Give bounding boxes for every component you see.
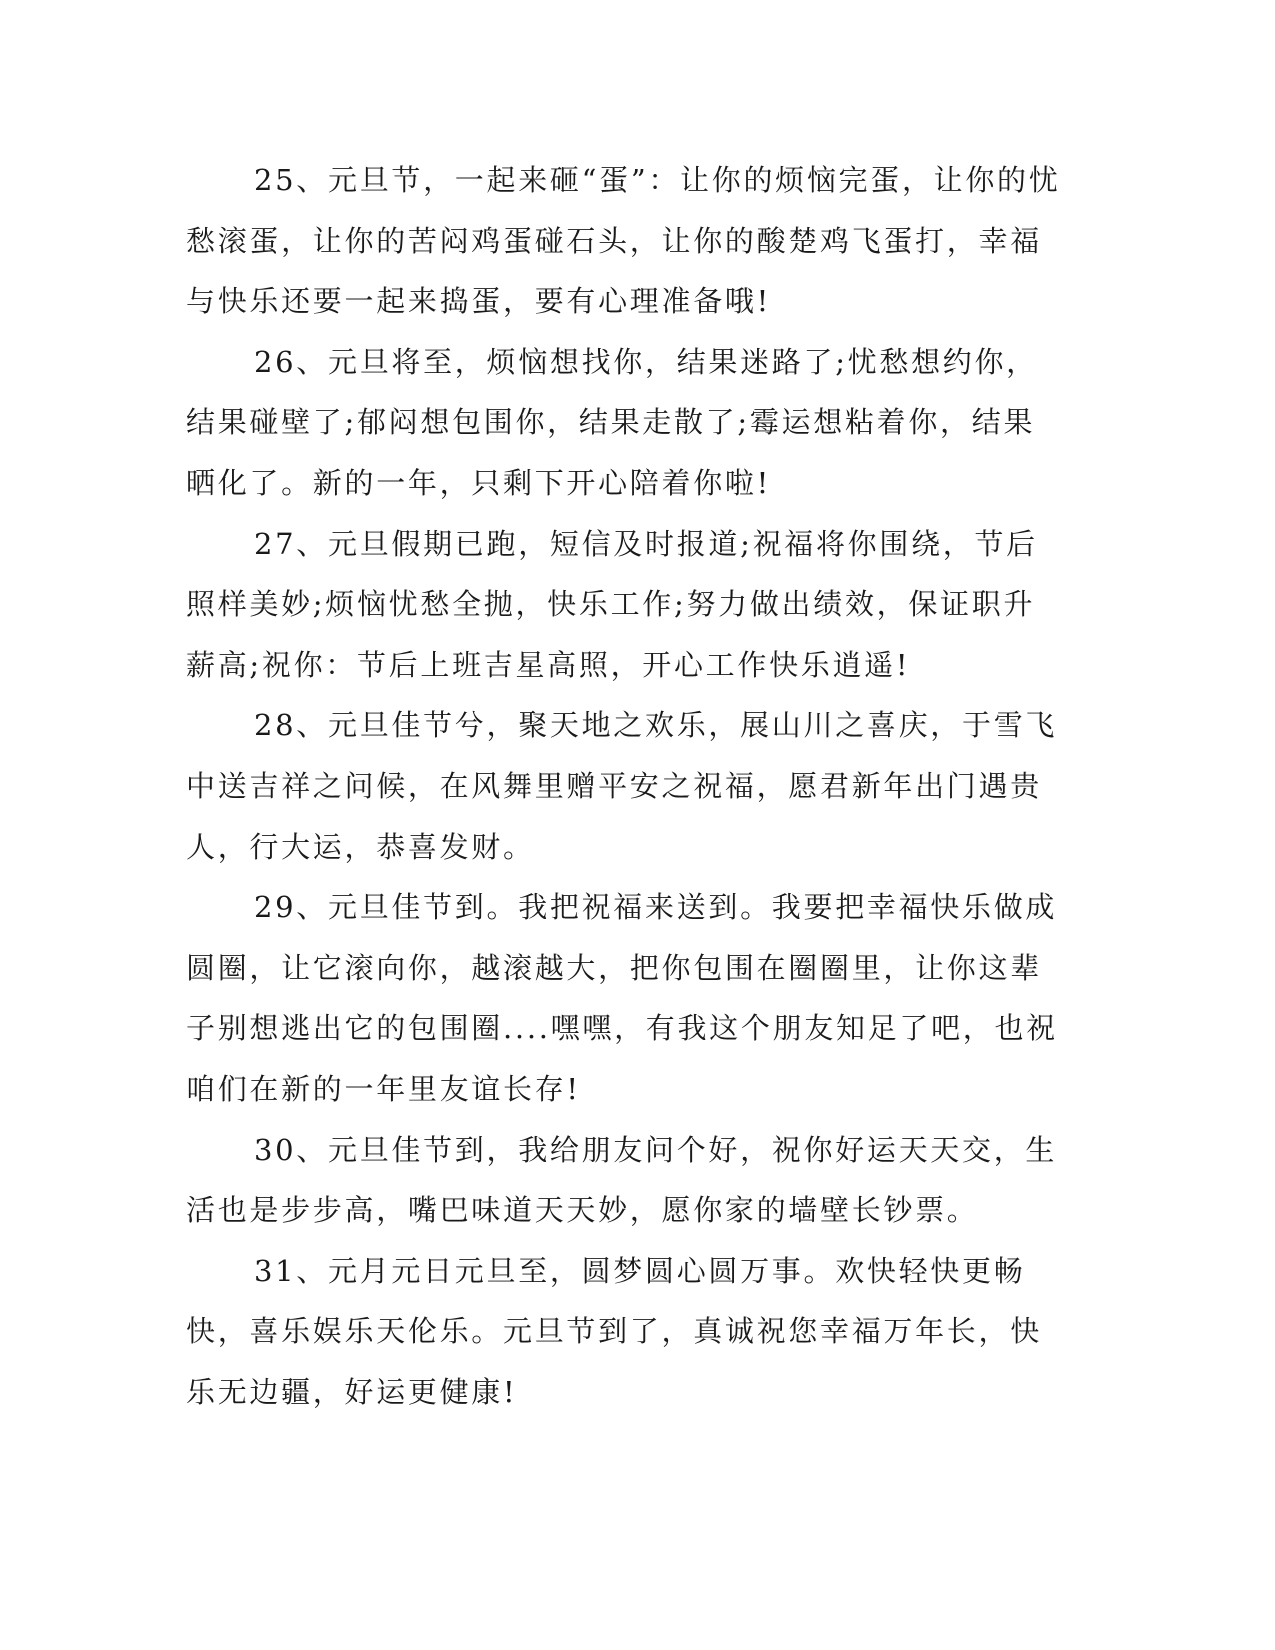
greeting-paragraph-31: 31、元月元日元旦至，圆梦圆心圆万事。欢快轻快更畅快，喜乐娱乐天伦乐。元旦节到了，真诚祝您幸福万年长，快乐无边疆，好运更健康! (186, 1253, 1042, 1409)
document-body (186, 150, 1066, 1422)
greeting-paragraph-26: 26、元旦将至，烦恼想找你，结果迷路了;忧愁想约你，结果碰壁了;郁闷想包围你，结果走散了;霉运想粘着你，结果晒化了。新的一年，只剩下开心陪着你啦! (186, 344, 1038, 500)
greeting-paragraph-30: 30、元旦佳节到，我给朋友问个好，祝你好运天天交，生活也是步步高，嘴巴味道天天妙，愿你家的墙壁长钞票。 (186, 1132, 1058, 1228)
greeting-paragraph-29: 29、元旦佳节到。我把祝福来送到。我要把幸福快乐做成圆圈，让它滚向你，越滚越大，把你包围在圈圈里，让你这辈子别想逃出它的包围圈....嘿嘿，有我这个朋友知足了吧，也祝咱们在新的一年里友谊长存! (186, 890, 1058, 1106)
greeting-paragraph-28: 28、元旦佳节兮，聚天地之欢乐，展山川之喜庆，于雪飞中送吉祥之问候，在风舞里赠平安之祝福，愿君新年出门遇贵人，行大运，恭喜发财。 (186, 708, 1058, 864)
greeting-paragraph-25: 25、元旦节，一起来砸“蛋”：让你的烦恼完蛋，让你的忧愁滚蛋，让你的苦闷鸡蛋碰石头，让你的酸楚鸡飞蛋打，幸福与快乐还要一起来捣蛋，要有心理准备哦! (186, 163, 1061, 319)
greeting-paragraph-27: 27、元旦假期已跑，短信及时报道;祝福将你围绕，节后照样美妙;烦恼忧愁全抛，快乐工作;努力做出绩效，保证职升薪高;祝你：节后上班吉星高照，开心工作快乐逍遥! (186, 526, 1038, 682)
